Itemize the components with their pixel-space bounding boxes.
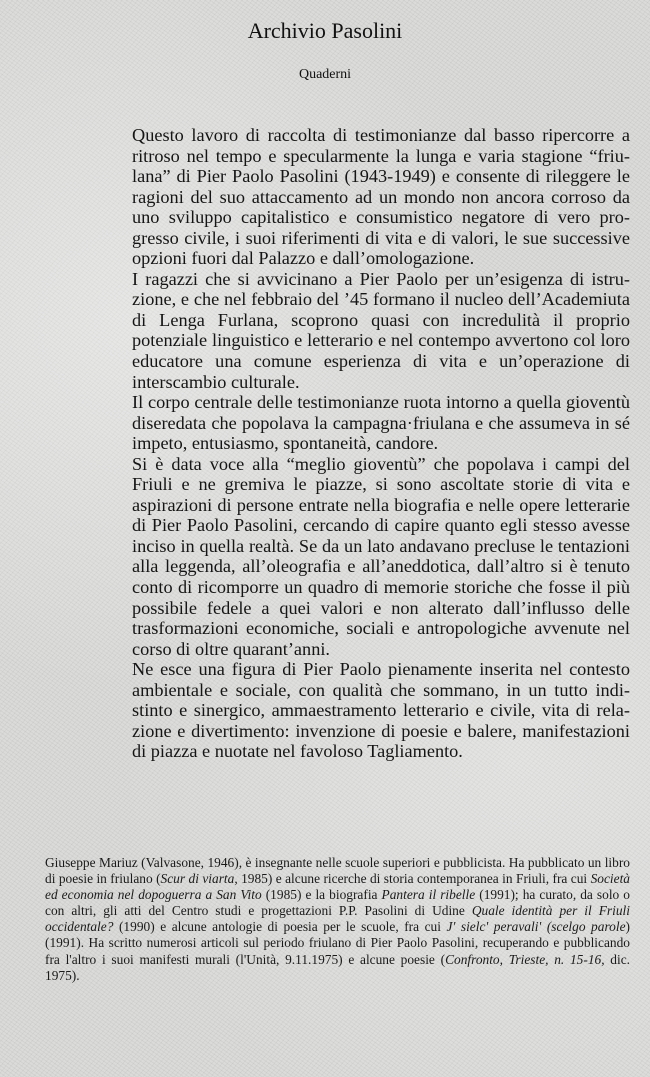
bio-title-italic: Scur di viarta: [160, 871, 235, 887]
author-bio-text: [45, 855, 630, 984]
paragraph: Si è data voce alla “meglio gioventù” che popolava i campi del Friuli e ne gremiva le piazze, si sono ascoltate storie di vita e aspirazioni di persone entrate nella biografia e nelle opere letterarie di Pier Paolo Pasolini, cercando di capire quanto egli stesso avesse inciso in quella realtà. Se da un lato andavano precluse le tentazioni alla leggenda, all’oleografia e all’aneddotica, dall’altro si è tenuto conto di ricomporre un quadro di memorie storiche che fosse il più possibile fedele a quei valori e non alterato dall’influsso delle trasformazioni economiche, sociali e antropologiche avvenute nel corso di oltre quarant’anni.: [132, 453, 630, 659]
bio-title-italic: Società ed economia nel dopoguerra a San Vito: [45, 871, 630, 903]
bio-title-italic: J' sielc' peravali' (scelgo parole: [446, 919, 626, 935]
bio-text: (1991); ha curato, da solo o con altri, gli atti del Centro studi e progettazioni P.P. Pasolini di Udine: [45, 887, 630, 919]
page-subtitle: Quaderni: [298, 67, 352, 82]
bio-text: Giuseppe Mariuz (Valvasone, 1946), è insegnante nelle scuole superiori e pubblicista. Ha pubblicato un libro di poesie in friulano (: [45, 855, 630, 887]
paragraph: Il corpo centrale delle testimonianze ruota intorno a quella gioventù diseredata che popolava la campagna·friulana e che assumeva in sé impeto, entusiasmo, spontaneità, candore.: [132, 392, 630, 454]
bio-title-italic: Confronto, Trieste, n. 15-16: [445, 951, 602, 967]
bio-title-italic: Pantera il ribelle: [381, 887, 476, 903]
paragraph: I ragazzi che si avvicinano a Pier Paolo per un’esigenza di istruzione, e che nel febbraio del ’45 formano il nucleo dell’Academiuta di Lenga Furlana, scoprono quasi con incredulità il proprio potenziale linguistico e letterario e nel contempo avvertono col loro educatore una comune esperienza di vita e un’operazione di interscambio culturale.: [132, 268, 630, 392]
bio-text: (1985) e la biografia: [261, 887, 382, 903]
paragraph: Questo lavoro di raccolta di testimonianze dal basso ripercorre a ritroso nel tempo e specularmente la lunga e varia stagione “friulana” di Pier Paolo Pasolini (1943-1949) e consente di rileggere le ragioni del suo attaccamento ad un mondo non ancora corroso da uno sviluppo capitalistico e consumistico negatore di vero progresso civile, i suoi riferimenti di vita e di valori, le sue successive opzioni fuori dal Palazzo e dall’omologazione.: [132, 125, 630, 269]
bio-text: , 1985) e alcune ricerche di storia contemporanea in Friuli, fra cui: [234, 871, 591, 887]
page-title: Archivio Pasolini: [247, 18, 403, 43]
author-bio: [45, 855, 630, 984]
bio-text: , dic. 1975).: [45, 951, 631, 983]
main-text: [132, 125, 630, 762]
bio-text: (1990) e alcune antologie di poesia per le scuole, fra cui: [113, 919, 447, 935]
bio-text: ) (1991). Ha scritto numerosi articoli sul periodo friulano di Pier Paolo Pasolini, recuperando e pubblicando fra l'altro i suoi manifesti murali (l'Unità, 9.11.1975) e alcune poesie (: [45, 919, 630, 967]
bio-title-italic: Quale identità per il Friuli occidentale?: [45, 903, 630, 935]
paragraph: Ne esce una figura di Pier Paolo pienamente inserita nel contesto ambientale e sociale, con qualità che sommano, in un tutto indistinto e sinergico, ammaestramento letterario e civile, vita di relazione e divertimento: invenzione di poesie e balere, manifestazioni di piazza e nuotate nel favoloso Tagliamento.: [132, 659, 630, 762]
